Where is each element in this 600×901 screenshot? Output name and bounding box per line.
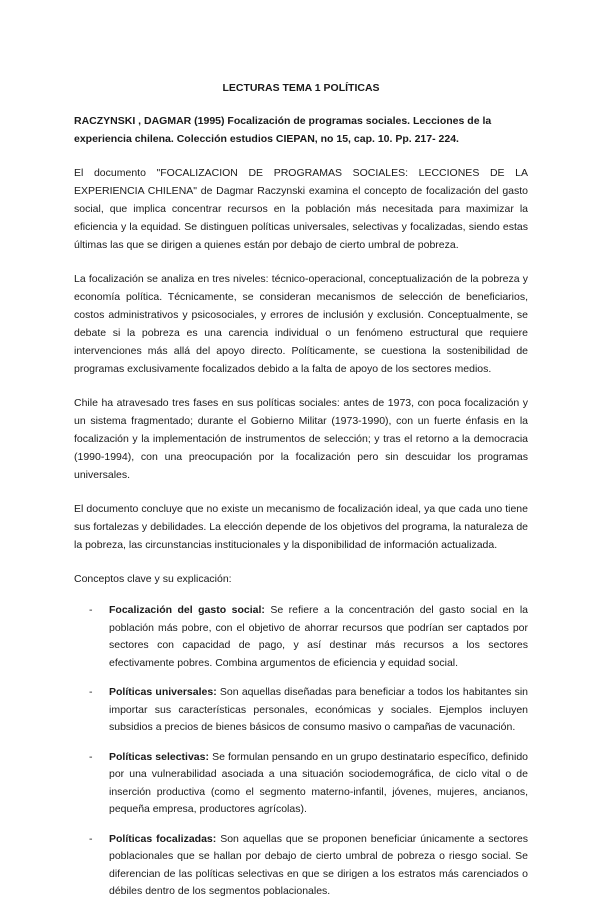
paragraph-levels: La focalización se analiza en tres niveles: técnico-operacional, conceptualización de la pobreza y economía política. Técnicamente, se consideran mecanismos de selección de beneficiarios, costos administrativos y psicosociales, y errores de inclusión y exclusión. Conceptualmente, se debate si la pobreza es una carencia individual o un fenómeno estructural que requiere intervenciones más allá del apoyo directo. Políticamente, se cuestiona la sostenibilidad de programas exclusivamente focalizados debido a la falta de apoyo de los sectores medios. [74, 273, 528, 375]
bullet-dash: - [89, 604, 93, 616]
concept-term: Políticas universales: [109, 686, 217, 698]
paragraph-phases: Chile ha atravesado tres fases en sus políticas sociales: antes de 1973, con poca focalización y un sistema fragmentado; durante el Gobierno Militar (1973-1990), con un fuerte énfasis en la focalización y la implementación de instrumentos de selección; y tras el retorno a la democracia (1990-1994), con una preocupación por la focalización pero sin descuidar los programas universales. [74, 397, 528, 481]
list-item [74, 831, 528, 901]
concept-text: Son aquellas diseñadas para beneficiar a todos los habitantes sin importar sus características personales, económicas y sociales. Ejemplos incluyen subsidios a precios de bienes básicos de consumo masivo o campañas de vacunación. [109, 686, 528, 733]
concept-term: Políticas selectivas: [109, 750, 209, 763]
bullet-dash: - [89, 832, 93, 845]
bullet-dash: - [89, 686, 93, 698]
paragraph-intro: El documento "FOCALIZACION DE PROGRAMAS SOCIALES: LECCIONES DE LA EXPERIENCIA CHILENA" de Dagmar Raczynski examina el concepto de focalización del gasto social, que implica concentrar recursos en la población más necesitada para maximizar la eficiencia y la equidad. Se distinguen políticas universales, selectivas y focalizadas, siendo estas últimas las que se dirigen a quienes están por debajo de cierto umbral de pobreza. [74, 167, 528, 251]
list-item [74, 749, 528, 819]
concept-term: Políticas focalizadas: [109, 832, 217, 845]
citation: RACZYNSKI , DAGMAR (1995) Focalización de programas sociales. Lecciones de la experiencia chilena. Colección estudios CIEPAN, no 15, cap. 10. Pp. 217- 224. [74, 115, 492, 145]
bullet-dash: - [89, 750, 93, 763]
list-item [74, 684, 528, 737]
page-title: LECTURAS TEMA 1 POLÍTICAS [222, 82, 380, 94]
concept-term: Focalización del gasto social: [109, 604, 265, 616]
concept-text: Se formulan pensando en un grupo destinatario específico, definido por una vulnerabilidad asociada a una situación sociodemográfica, de ciclo vital o de inserción productiva (como el segmento materno-infantil, jóvenes, mujeres, ancianos, pequeña empresa, productores agrícolas). [109, 750, 528, 815]
list-item [74, 602, 528, 672]
paragraph-conclusion: El documento concluye que no existe un mecanismo de focalización ideal, ya que cada uno tiene sus fortalezas y debilidades. La elección depende de los objetivos del programa, la naturaleza de la pobreza, las circunstancias institucionales y la disponibilidad de información actualizada. [74, 503, 528, 551]
concepts-heading: Conceptos clave y su explicación: [74, 573, 232, 585]
concept-text: Se refiere a la concentración del gasto social en la población más pobre, con el objetivo de ahorrar recursos que podrían ser captados por sectores con capacidad de pago, y así destinar más recursos a los sectores efectivamente pobres. Combina argumentos de eficiencia y equidad social. [109, 604, 528, 669]
concept-text: Son aquellas que se proponen beneficiar únicamente a sectores poblacionales que se hallan por debajo de cierto umbral de pobreza o riesgo social. Se diferencian de las políticas selectivas en que se dirigen a los estratos más carenciados o débiles dentro de los segmentos poblacionales. [109, 832, 528, 897]
concepts-list [74, 602, 528, 901]
